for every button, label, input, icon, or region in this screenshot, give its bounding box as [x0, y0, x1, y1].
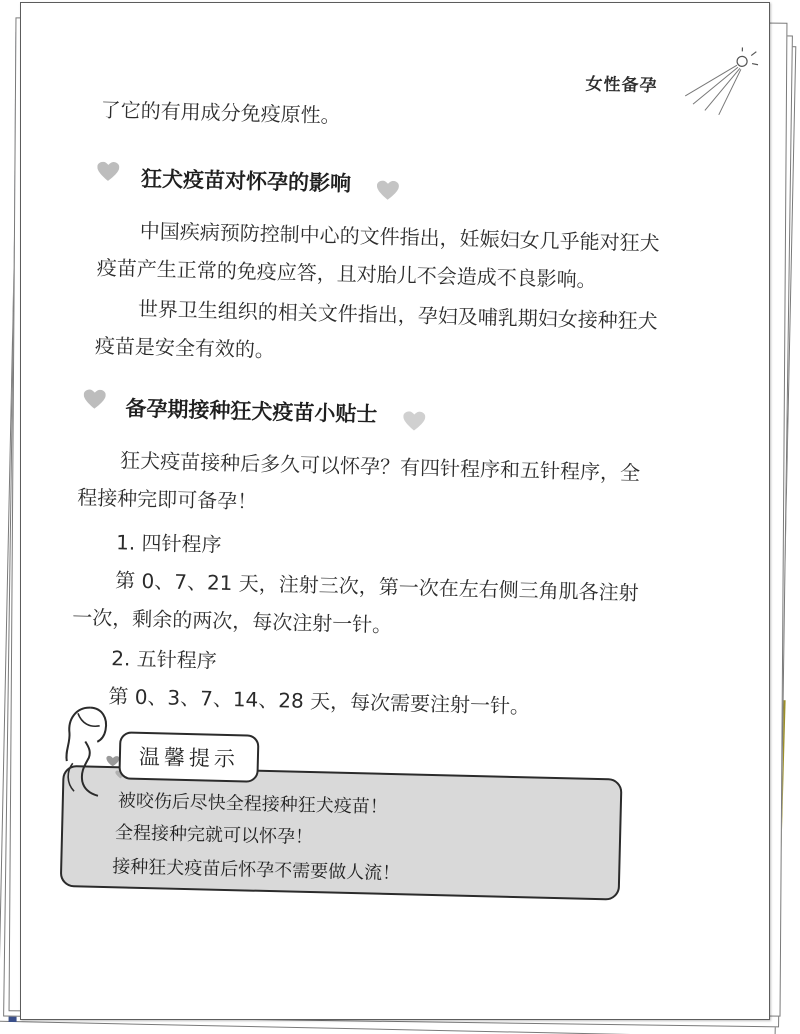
paragraph-line: 疫苗产生正常的免疫应答，且对胎儿不会造成不良影响。	[96, 255, 598, 292]
tip-line: 被咬伤后尽快全程接种狂犬疫苗！	[117, 790, 389, 818]
sparkle-decoration	[679, 46, 761, 118]
paragraph-line: 狂犬疫苗接种后多久可以怀孕？有四针程序和五针程序，全	[119, 448, 641, 485]
tip-line: 接种狂犬疫苗后怀孕不需要做人流！	[111, 856, 401, 885]
paragraph-line: 疫苗是安全有效的。	[94, 333, 276, 363]
heart-icon	[377, 180, 399, 201]
program-line: 第 0、3、7、14、28 天，每次需要注射一针。	[108, 684, 531, 719]
program-title: 1. 四针程序	[115, 530, 222, 557]
running-header: 女性备孕	[585, 74, 658, 97]
heart-icon	[97, 162, 119, 183]
paragraph-line: 世界卫生组织的相关文件指出，孕妇及哺乳期妇女接种狂犬	[137, 296, 659, 334]
book-page	[20, 2, 770, 1020]
page-content	[20, 2, 770, 1020]
tip-line: 全程接种完就可以怀孕！	[114, 822, 314, 849]
heart-icon	[403, 411, 425, 432]
intro-tail-text: 了它的有用成分免疫原性。	[100, 97, 341, 128]
section-heading: 备孕期接种狂犬疫苗小贴士	[125, 396, 378, 427]
tip-label: 温馨提示	[118, 731, 259, 782]
heart-icon	[83, 389, 105, 410]
program-line: 第 0、7、21 天，注射三次，第一次在左右侧三角肌各注射	[114, 568, 639, 605]
paragraph-line: 程接种完即可备孕！	[76, 485, 258, 514]
paragraph-line: 中国疾病预防控制中心的文件指出，妊娠妇女几乎能对狂犬	[139, 218, 660, 256]
program-line: 一次，剩余的两次，每次注射一针。	[72, 605, 393, 637]
program-title: 2. 五针程序	[111, 646, 218, 673]
section-heading: 狂犬疫苗对怀孕的影响	[140, 166, 352, 196]
